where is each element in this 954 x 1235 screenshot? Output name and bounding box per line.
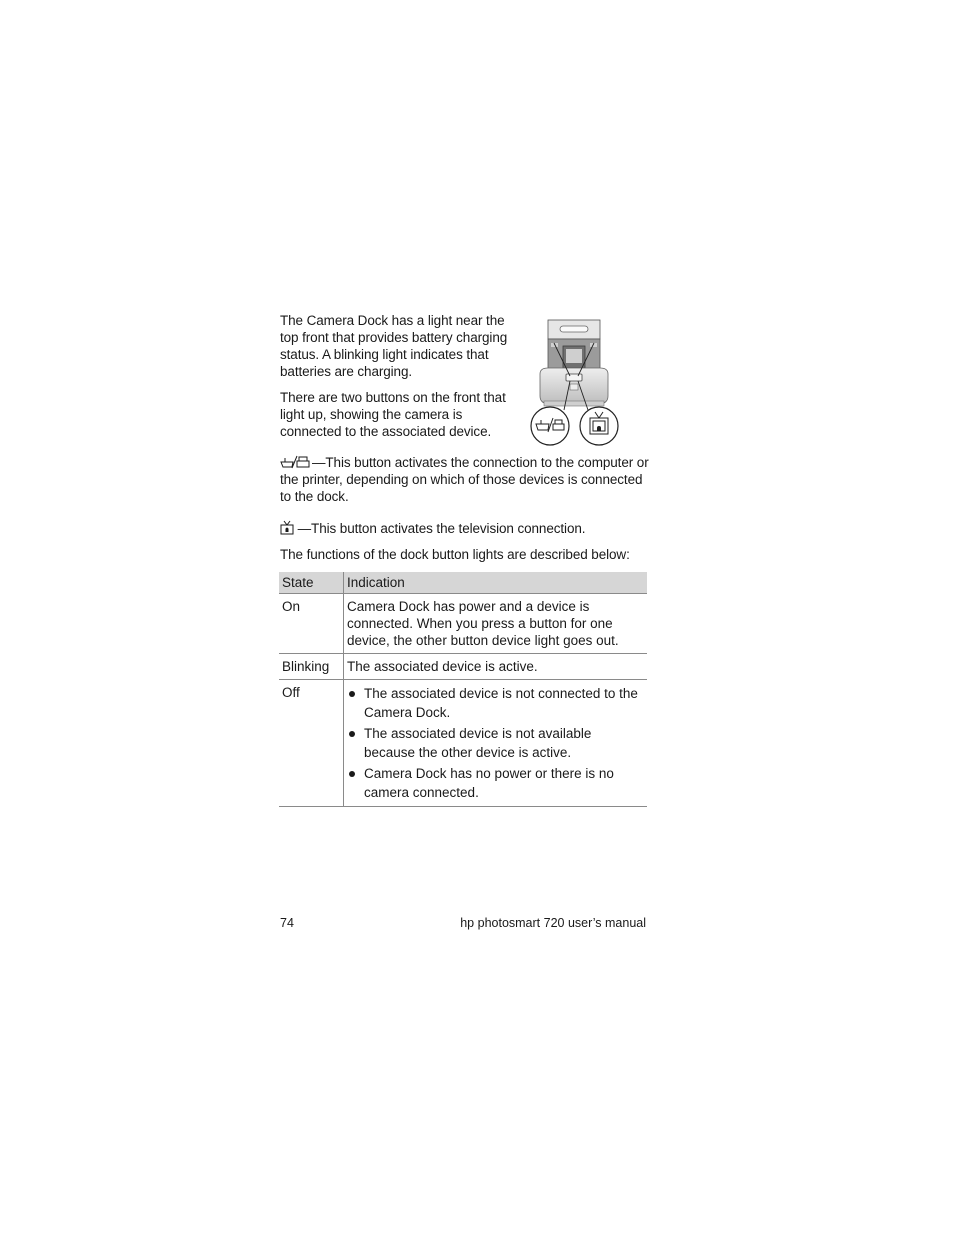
television-button-text: —This button activates the television connection.: [297, 521, 586, 536]
indication-bullet-list: [347, 684, 644, 802]
television-icon: [280, 520, 294, 535]
bullet-icon: [349, 691, 355, 697]
state-cell: Off: [279, 680, 344, 807]
indication-cell: The associated device is active.: [344, 654, 648, 680]
table-row: [279, 654, 647, 680]
television-button-description: [280, 520, 650, 537]
list-item: The associated device is not available because the other device is active.: [347, 724, 644, 762]
dock-button-lights-table: [279, 572, 647, 807]
state-cell: Blinking: [279, 654, 344, 680]
page-number: 74: [280, 916, 294, 930]
manual-title: hp photosmart 720 user’s manual: [460, 916, 646, 930]
indication-cell: Camera Dock has power and a device is connected. When you press a button for one device, the other button device light goes out.: [344, 594, 648, 654]
column-header-indication: Indication: [344, 572, 648, 594]
table-header-row: [279, 572, 647, 594]
camera-dock-illustration: [528, 318, 624, 450]
indication-cell: [344, 680, 648, 807]
bullet-icon: [349, 771, 355, 777]
table-row: [279, 594, 647, 654]
column-header-state: State: [279, 572, 344, 594]
computer-printer-button-text: —This button activates the connection to the computer or the printer, depending on which of those devices is connected to the dock.: [280, 455, 649, 504]
list-item: Camera Dock has no power or there is no camera connected.: [347, 764, 644, 802]
computer-printer-icon: [280, 455, 312, 469]
list-item: The associated device is not connected to the Camera Dock.: [347, 684, 644, 722]
table-row: [279, 680, 647, 807]
state-cell: On: [279, 594, 344, 654]
table-intro: The functions of the dock button lights are described below:: [280, 547, 630, 562]
computer-printer-button-description: [280, 454, 650, 505]
bullet-icon: [349, 731, 355, 737]
dock-buttons-paragraph: There are two buttons on the front that light up, showing the camera is connected to the associated device.: [280, 390, 506, 439]
dock-light-paragraph: The Camera Dock has a light near the top front that provides battery charging status. A blinking light indicates that batteries are charging.: [280, 313, 508, 379]
